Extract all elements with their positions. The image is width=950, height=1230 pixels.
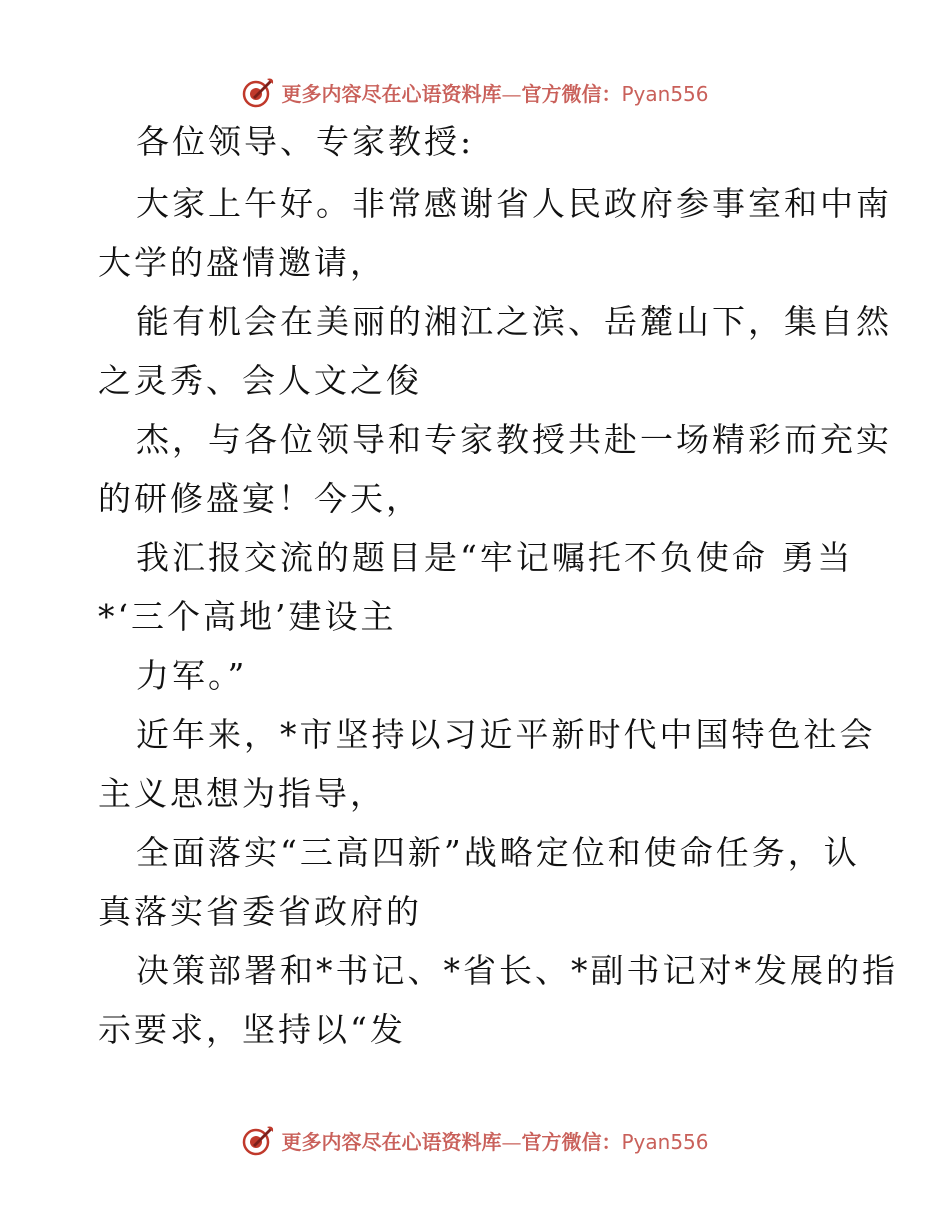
watermark-brand: 更多内容尽在心语资料库 bbox=[281, 1129, 502, 1154]
quill-pen-logo-icon bbox=[241, 75, 275, 109]
paragraph-line: 示要求，坚持以“发 bbox=[98, 1010, 406, 1049]
footer-watermark bbox=[0, 1120, 950, 1160]
watermark-label: 官方微信： bbox=[521, 1129, 622, 1154]
paragraph-line: 杰，与各位领导和专家教授共赴一场精彩而充实 bbox=[136, 420, 892, 459]
paragraph-line: 之灵秀、会人文之俊 bbox=[98, 361, 422, 400]
watermark-text bbox=[281, 78, 708, 107]
paragraph-line: 大家上午好。非常感谢省人民政府参事室和中南 bbox=[136, 184, 892, 223]
watermark-text bbox=[281, 1126, 708, 1155]
paragraph-line: 主义思想为指导， bbox=[98, 774, 386, 813]
watermark-dash: — bbox=[501, 1129, 522, 1154]
paragraph-line: 决策部署和*书记、*省长、*副书记对*发展的指 bbox=[136, 951, 898, 990]
paragraph-line: 大学的盛情邀请， bbox=[98, 243, 386, 282]
paragraph-line: *‘三个高地’建设主 bbox=[98, 597, 397, 636]
paragraph-line: 力军。” bbox=[136, 656, 248, 695]
paragraph-line: 我汇报交流的题目是“牢记嘱托不负使命 勇当 bbox=[136, 538, 854, 577]
watermark-label: 官方微信： bbox=[521, 81, 622, 106]
paragraph-line: 能有机会在美丽的湘江之滨、岳麓山下，集自然 bbox=[136, 302, 892, 341]
watermark-wechat-id: Pyan556 bbox=[621, 1129, 709, 1154]
header-watermark bbox=[0, 72, 950, 112]
quill-pen-logo-icon bbox=[241, 1123, 275, 1157]
watermark-brand: 更多内容尽在心语资料库 bbox=[281, 81, 502, 106]
paragraph-line: 各位领导、专家教授: bbox=[136, 122, 475, 161]
paragraph-line: 真落实省委省政府的 bbox=[98, 892, 422, 931]
paragraph-line: 近年来，*市坚持以习近平新时代中国特色社会 bbox=[136, 715, 876, 754]
watermark-dash: — bbox=[501, 81, 522, 106]
watermark-wechat-id: Pyan556 bbox=[621, 81, 709, 106]
paragraph-line: 的研修盛宴！今天， bbox=[98, 479, 422, 518]
paragraph-line: 全面落实“三高四新”战略定位和使命任务，认 bbox=[136, 833, 860, 872]
